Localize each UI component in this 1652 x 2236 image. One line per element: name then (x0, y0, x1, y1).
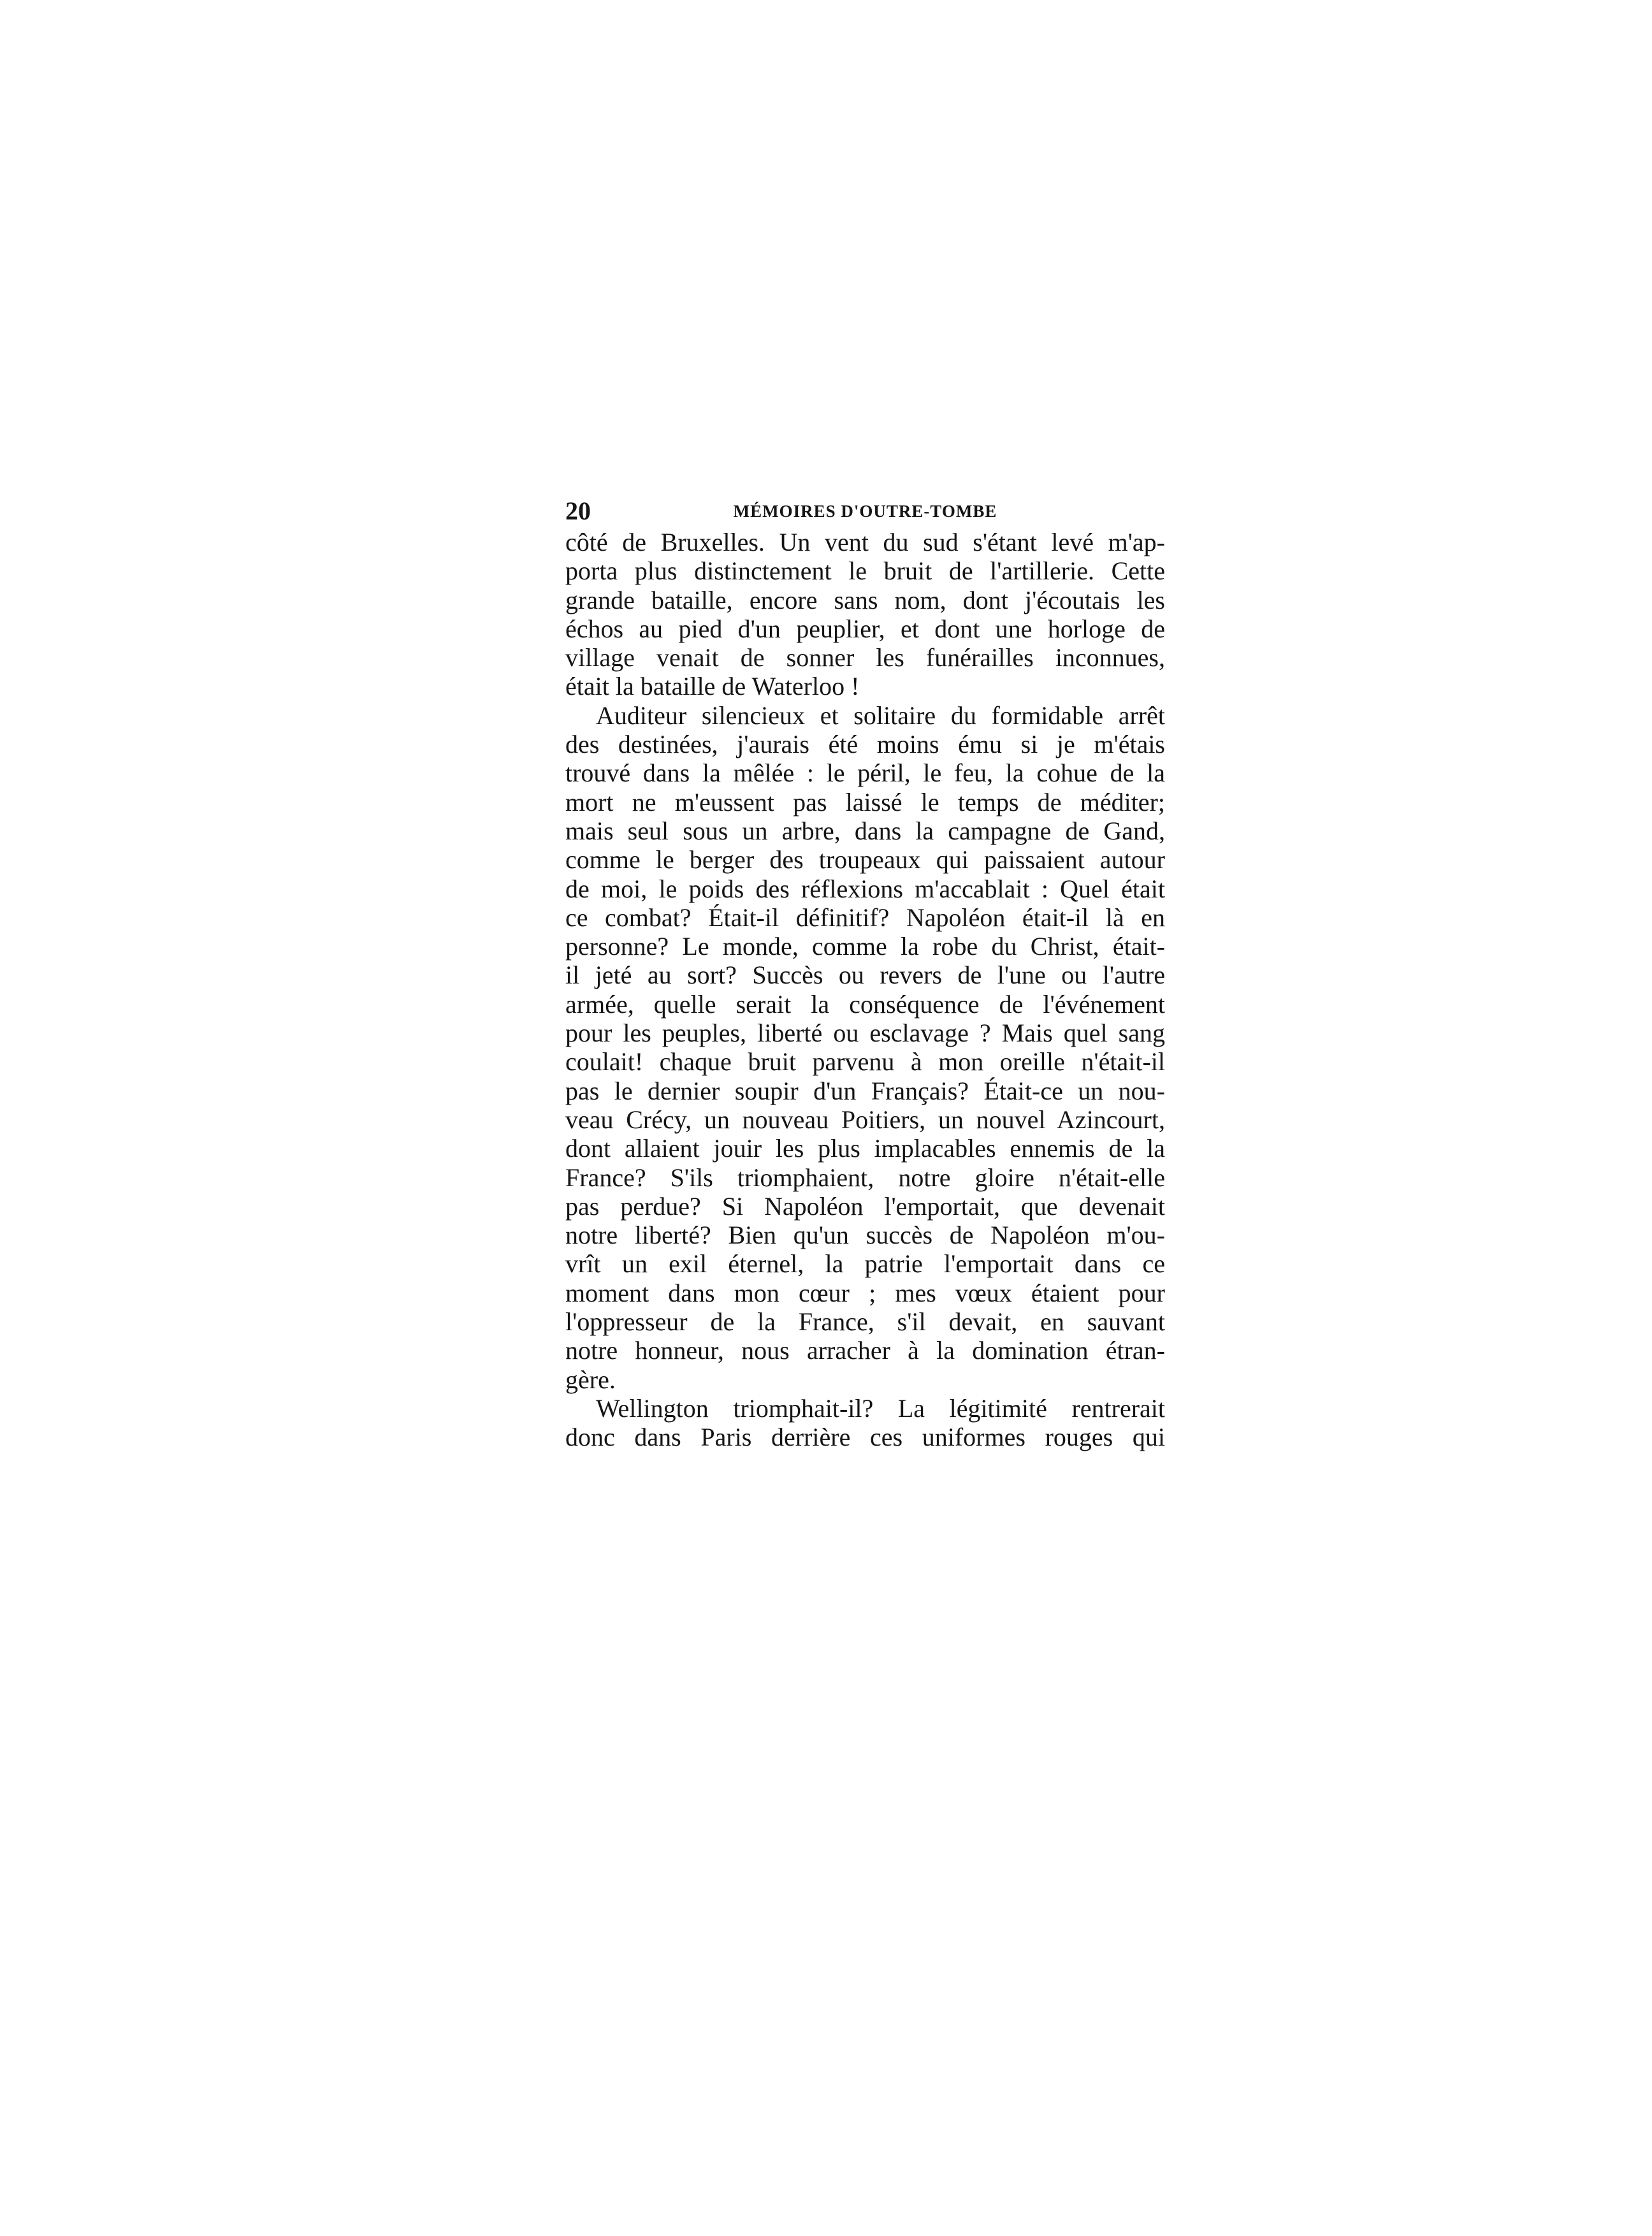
text-line: porta plus distinctement le bruit de l'artillerie. Cette (565, 556, 1165, 586)
text-line: échos au pied d'un peuplier, et dont une horloge de (565, 614, 1165, 643)
text-line: mais seul sous un arbre, dans la campagne de Gand, (565, 816, 1165, 845)
text-line: personne? Le monde, comme la robe du Christ, était- (565, 932, 1165, 961)
page-header (565, 495, 1165, 528)
text-line: veau Crécy, un nouveau Poitiers, un nouvel Azincourt, (565, 1105, 1165, 1134)
text-line: comme le berger des troupeaux qui paissaient autour (565, 845, 1165, 875)
text-line: des destinées, j'aurais été moins ému si je m'étais (565, 730, 1165, 759)
text-line: Wellington triomphait-il? La légitimité rentrerait (596, 1393, 1165, 1423)
paragraph-1 (565, 528, 1165, 701)
text-line: moment dans mon cœur ; mes vœux étaient pour (565, 1278, 1165, 1307)
paragraph-3 (565, 1394, 1165, 1452)
text-line: l'oppresseur de la France, s'il devait, en sauvant (565, 1307, 1165, 1337)
text-line: pas perdue? Si Napoléon l'emportait, que devenait (565, 1191, 1165, 1221)
text-line: il jeté au sort? Succès ou revers de l'une ou l'autre (565, 961, 1165, 990)
text-line: gère. (565, 1365, 616, 1394)
text-line: coulait! chaque bruit parvenu à mon oreille n'était-il (565, 1047, 1165, 1077)
text-line: donc dans Paris derrière ces uniformes rouges qui (565, 1423, 1165, 1452)
text-line: pour les peuples, liberté ou esclavage ? Mais quel sang (565, 1019, 1165, 1048)
text-line: était la bataille de Waterloo ! (565, 672, 860, 701)
text-line: notre liberté? Bien qu'un succès de Napoléon m'ou- (565, 1221, 1165, 1250)
text-line: France? S'ils triomphaient, notre gloire n'était-elle (565, 1163, 1165, 1192)
running-title: MÉMOIRES D'OUTRE-TOMBE (733, 502, 997, 521)
text-line: grande bataille, encore sans nom, dont j'écoutais les (565, 585, 1165, 614)
text-line: village venait de sonner les funérailles inconnues, (565, 643, 1165, 672)
text-line: Auditeur silencieux et solitaire du formidable arrêt (596, 701, 1165, 730)
body-text (565, 528, 1165, 1452)
text-line: trouvé dans la mêlée : le péril, le feu, la cohue de la (565, 759, 1165, 788)
text-line: dont allaient jouir les plus implacables ennemis de la (565, 1134, 1165, 1163)
text-line: ce combat? Était-il définitif? Napoléon était-il là en (565, 903, 1165, 932)
paragraph-2 (565, 701, 1165, 1394)
text-line: côté de Bruxelles. Un vent du sud s'étant levé m'ap- (565, 528, 1165, 556)
text-line: pas le dernier soupir d'un Français? Était-ce un nou- (565, 1076, 1165, 1105)
text-line: de moi, le poids des réflexions m'accablait : Quel était (565, 874, 1165, 903)
page-number: 20 (565, 497, 591, 525)
text-line: notre honneur, nous arracher à la domination étran- (565, 1336, 1165, 1365)
text-line: mort ne m'eussent pas laissé le temps de méditer; (565, 787, 1165, 817)
text-line: vrît un exil éternel, la patrie l'emportait dans ce (565, 1249, 1165, 1279)
text-line: armée, quelle serait la conséquence de l'événement (565, 989, 1165, 1019)
text-block (565, 495, 1165, 1452)
